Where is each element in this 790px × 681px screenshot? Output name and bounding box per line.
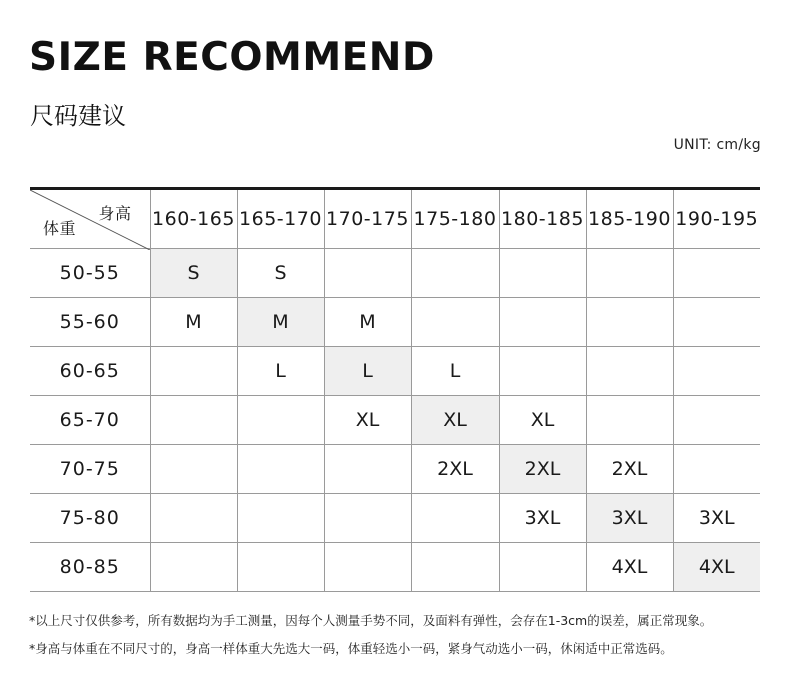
size-chart-table [30,187,760,592]
height-column-header: 180-185 [499,189,586,249]
size-cell [586,347,673,396]
size-cell: S [237,249,324,298]
corner-cell [30,189,150,249]
size-cell [499,298,586,347]
weight-row-header: 60-65 [30,347,150,396]
size-cell [411,298,499,347]
size-cell: XL [499,396,586,445]
size-cell [673,396,760,445]
page-title: SIZE RECOMMEND [29,35,435,80]
table-header-row [30,189,760,249]
size-cell: XL [324,396,411,445]
size-cell: 4XL [586,543,673,592]
size-cell: L [411,347,499,396]
table-row [30,494,760,543]
height-column-header: 185-190 [586,189,673,249]
footnote-selection: *身高与体重在不同尺寸的，身高一样体重大先选大一码，体重轻选小一码，紧身气动选小一码，休闲适中正常选码。 [29,641,673,656]
height-column-header: 160-165 [150,189,237,249]
height-axis-label: 身高 [98,204,132,223]
size-cell [237,494,324,543]
size-cell: 2XL [411,445,499,494]
height-column-header: 165-170 [237,189,324,249]
size-cell [324,249,411,298]
size-cell: 3XL [499,494,586,543]
height-column-header: 190-195 [673,189,760,249]
weight-axis-label: 体重 [43,219,77,238]
size-cell [411,543,499,592]
size-cell [673,298,760,347]
size-cell [150,445,237,494]
weight-row-header: 75-80 [30,494,150,543]
size-cell [150,347,237,396]
height-column-header: 170-175 [324,189,411,249]
footnote-measurement: *以上尺寸仅供参考，所有数据均为手工测量，因每个人测量手势不同，及面料有弹性，会存在1-3cm的误差，属正常现象。 [29,613,713,628]
size-cell [150,494,237,543]
size-cell: L [324,347,411,396]
table-row [30,543,760,592]
table-row [30,396,760,445]
size-cell [499,347,586,396]
table-row [30,347,760,396]
size-cell [673,249,760,298]
size-cell: XL [411,396,499,445]
table-row [30,298,760,347]
height-column-header: 175-180 [411,189,499,249]
size-cell [150,543,237,592]
page-subtitle: 尺码建议 [30,102,126,130]
size-cell: 4XL [673,543,760,592]
size-cell [673,347,760,396]
size-cell [324,543,411,592]
size-cell: 2XL [499,445,586,494]
size-cell: M [150,298,237,347]
weight-row-header: 80-85 [30,543,150,592]
size-cell [237,396,324,445]
size-cell [499,249,586,298]
size-cell [411,494,499,543]
table-row [30,249,760,298]
size-cell [673,445,760,494]
size-cell: 3XL [586,494,673,543]
weight-row-header: 50-55 [30,249,150,298]
size-cell [586,298,673,347]
table-row [30,445,760,494]
weight-row-header: 55-60 [30,298,150,347]
unit-label: UNIT: cm/kg [673,137,761,153]
size-cell: M [237,298,324,347]
weight-row-header: 70-75 [30,445,150,494]
size-cell [411,249,499,298]
size-cell [586,249,673,298]
size-cell [586,396,673,445]
size-cell: L [237,347,324,396]
size-cell [499,543,586,592]
size-cell: 3XL [673,494,760,543]
size-cell [237,543,324,592]
size-cell [324,494,411,543]
size-cell [237,445,324,494]
size-cell: M [324,298,411,347]
size-cell: S [150,249,237,298]
size-cell: 2XL [586,445,673,494]
size-cell [150,396,237,445]
weight-row-header: 65-70 [30,396,150,445]
size-cell [324,445,411,494]
